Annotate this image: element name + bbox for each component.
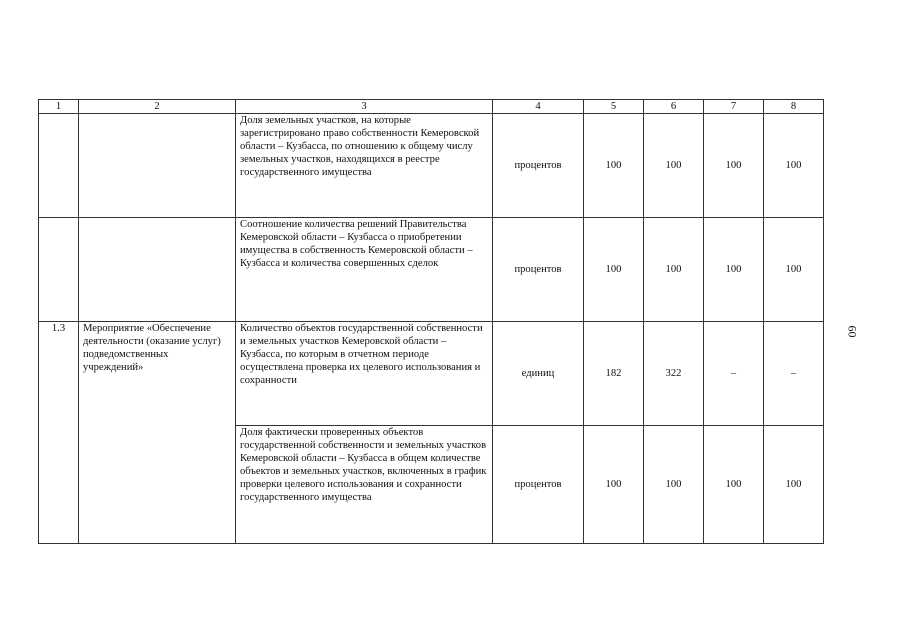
value-col-5: 100 xyxy=(584,114,644,218)
header-row xyxy=(39,100,824,114)
indicator-cell: Соотношение количества решений Правительства Кемеровской области – Кузбасса о приобретении имущества в собственность Кемеровской области – Кузбасса и количества совершенных сделок xyxy=(236,218,493,322)
value-col-7: 100 xyxy=(704,426,764,544)
indicator-cell: Количество объектов государственной собственности и земельных участков Кемеровской области – Кузбасса, по которым в отчетном периоде осуществлена проверка их целевого использования и сохранности xyxy=(236,322,493,426)
value-col-6: 100 xyxy=(644,218,704,322)
measure-cell xyxy=(79,114,236,218)
table-row xyxy=(39,322,824,426)
page-number: 60 xyxy=(845,325,860,338)
unit-cell: процентов xyxy=(493,218,584,322)
header-col-3: 3 xyxy=(236,100,493,114)
value-col-7: 100 xyxy=(704,218,764,322)
header-col-8: 8 xyxy=(764,100,824,114)
number-cell xyxy=(39,218,79,322)
header-col-1: 1 xyxy=(39,100,79,114)
value-col-6: 100 xyxy=(644,426,704,544)
value-col-6: 322 xyxy=(644,322,704,426)
indicator-cell: Доля земельных участков, на которые зарегистрировано право собственности Кемеровской области – Кузбасса, по отношению к общему числу земельных участков, находящихся в реестре государственного имущества xyxy=(236,114,493,218)
value-col-8: 100 xyxy=(764,218,824,322)
unit-cell: единиц xyxy=(493,322,584,426)
header-col-2: 2 xyxy=(79,100,236,114)
table-row xyxy=(39,114,824,218)
value-col-5: 100 xyxy=(584,426,644,544)
header-col-7: 7 xyxy=(704,100,764,114)
value-col-7: 100 xyxy=(704,114,764,218)
unit-cell: процентов xyxy=(493,114,584,218)
indicator-cell: Доля фактически проверенных объектов государственной собственности и земельных участков Кемеровской области – Кузбасса в общем количестве объектов и земельных участков, включенных в график проверки целевого использования и сохранности государственного имущества xyxy=(236,426,493,544)
header-col-5: 5 xyxy=(584,100,644,114)
value-col-5: 182 xyxy=(584,322,644,426)
value-col-8: 100 xyxy=(764,114,824,218)
measure-cell xyxy=(79,218,236,322)
header-col-4: 4 xyxy=(493,100,584,114)
table-row xyxy=(39,218,824,322)
value-col-5: 100 xyxy=(584,218,644,322)
unit-cell: процентов xyxy=(493,426,584,544)
value-col-6: 100 xyxy=(644,114,704,218)
number-cell xyxy=(39,114,79,218)
indicators-table xyxy=(38,99,824,544)
measure-name: Мероприятие «Обеспечение деятельности (оказание услуг) подведомственных учреждений» xyxy=(79,322,236,544)
value-col-8: – xyxy=(764,322,824,426)
header-col-6: 6 xyxy=(644,100,704,114)
value-col-7: – xyxy=(704,322,764,426)
measure-number: 1.3 xyxy=(39,322,79,544)
value-col-8: 100 xyxy=(764,426,824,544)
